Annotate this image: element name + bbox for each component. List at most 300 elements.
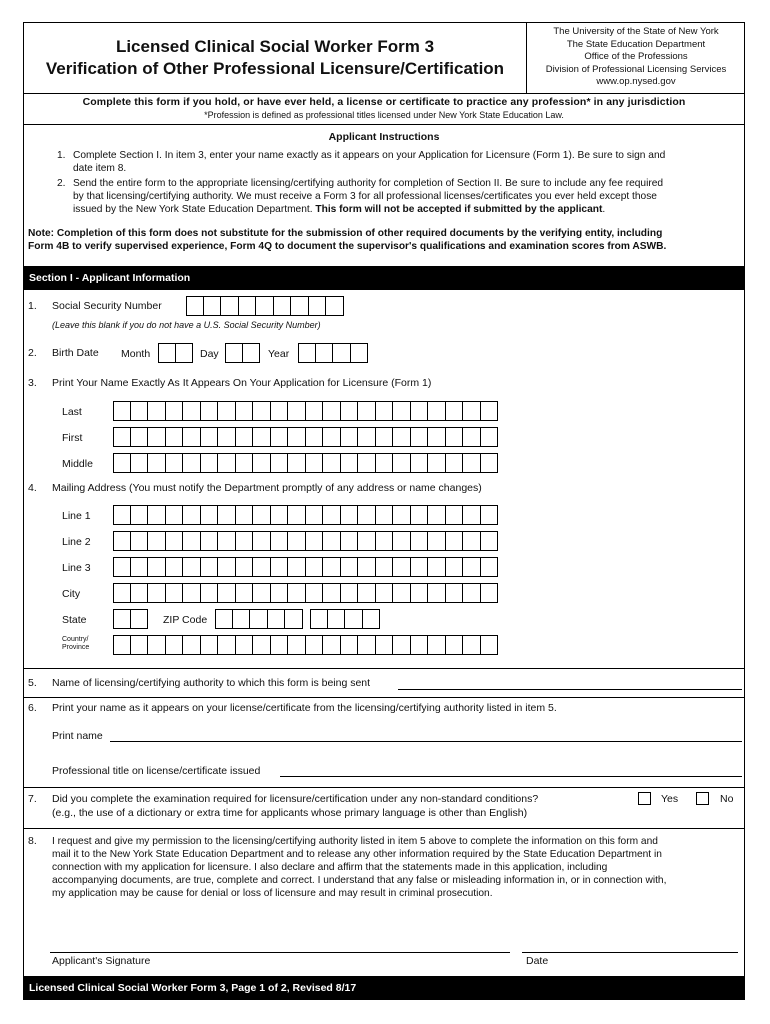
professional-title-label: Professional title on license/certificate issued bbox=[52, 765, 261, 777]
input-cell[interactable] bbox=[236, 401, 254, 421]
banner-main: Complete this form if you hold, or have ever held, a license or certificate to practice any profession* in any jurisdiction bbox=[82, 96, 686, 108]
input-cell[interactable] bbox=[288, 531, 306, 551]
input-cell[interactable] bbox=[463, 583, 481, 603]
input-cell[interactable] bbox=[113, 531, 131, 551]
input-cell[interactable] bbox=[323, 583, 341, 603]
input-cell[interactable] bbox=[183, 401, 201, 421]
input-cell[interactable] bbox=[225, 343, 243, 363]
input-cell[interactable] bbox=[358, 427, 376, 447]
q7-number: 7. bbox=[28, 793, 37, 805]
input-cell[interactable] bbox=[463, 453, 481, 473]
input-cell[interactable] bbox=[393, 453, 411, 473]
instruction-text: . bbox=[602, 204, 606, 215]
input-cell[interactable] bbox=[306, 583, 324, 603]
input-cell[interactable] bbox=[376, 427, 394, 447]
ssn-note: (Leave this blank if you do not have a U.S. Social Security Number) bbox=[52, 320, 321, 330]
input-cell[interactable] bbox=[131, 583, 149, 603]
input-cell[interactable] bbox=[411, 401, 429, 421]
input-cell[interactable] bbox=[236, 505, 254, 525]
input-cell[interactable] bbox=[341, 583, 359, 603]
date-input[interactable] bbox=[522, 952, 738, 953]
input-cell[interactable] bbox=[148, 583, 166, 603]
input-cell[interactable] bbox=[376, 531, 394, 551]
ssn-label: Social Security Number bbox=[52, 300, 162, 312]
input-cell[interactable] bbox=[148, 531, 166, 551]
input-cell[interactable] bbox=[271, 557, 289, 577]
agency-line: Division of Professional Licensing Services bbox=[545, 63, 727, 75]
input-cell[interactable] bbox=[358, 505, 376, 525]
input-cell[interactable] bbox=[183, 557, 201, 577]
input-cell[interactable] bbox=[393, 557, 411, 577]
input-cell[interactable] bbox=[271, 531, 289, 551]
input-cell[interactable] bbox=[358, 635, 376, 655]
input-cell[interactable] bbox=[411, 453, 429, 473]
input-cell[interactable] bbox=[166, 505, 184, 525]
input-cell[interactable] bbox=[310, 609, 328, 629]
input-cell[interactable] bbox=[341, 427, 359, 447]
input-cell[interactable] bbox=[411, 427, 429, 447]
input-cell[interactable] bbox=[183, 505, 201, 525]
input-cell[interactable] bbox=[393, 401, 411, 421]
input-cell[interactable] bbox=[376, 557, 394, 577]
birth-year-input[interactable] bbox=[298, 343, 368, 363]
no-checkbox[interactable] bbox=[696, 792, 709, 805]
input-cell[interactable] bbox=[271, 583, 289, 603]
address-line2-input[interactable] bbox=[113, 531, 498, 551]
print-name-label: Print name bbox=[52, 730, 103, 742]
last-name-label: Last bbox=[62, 406, 82, 418]
input-cell[interactable] bbox=[218, 427, 236, 447]
agency-block bbox=[527, 26, 745, 89]
input-cell[interactable] bbox=[446, 401, 464, 421]
input-cell[interactable] bbox=[481, 531, 499, 551]
input-cell[interactable] bbox=[271, 401, 289, 421]
input-cell[interactable] bbox=[201, 531, 219, 551]
input-cell[interactable] bbox=[274, 296, 292, 316]
city-label: City bbox=[62, 588, 81, 600]
banner-sub: *Profession is defined as professional titles licensed under New York State Education Law. bbox=[204, 110, 564, 120]
input-cell[interactable] bbox=[463, 401, 481, 421]
instructions-heading: Applicant Instructions bbox=[328, 131, 440, 143]
agency-website: www.op.nysed.gov bbox=[596, 76, 676, 87]
input-cell[interactable] bbox=[253, 401, 271, 421]
input-cell[interactable] bbox=[481, 505, 499, 525]
input-cell[interactable] bbox=[393, 635, 411, 655]
address-line1-input[interactable] bbox=[113, 505, 498, 525]
input-cell[interactable] bbox=[288, 427, 306, 447]
input-cell[interactable] bbox=[256, 296, 274, 316]
instruction-line bbox=[73, 203, 738, 216]
input-cell[interactable] bbox=[358, 583, 376, 603]
input-cell[interactable] bbox=[393, 583, 411, 603]
instruction-text: issued by the New York State Education Department. bbox=[73, 204, 316, 215]
input-cell[interactable] bbox=[243, 343, 261, 363]
input-cell[interactable] bbox=[288, 557, 306, 577]
line3-label: Line 3 bbox=[62, 562, 91, 574]
input-cell[interactable] bbox=[428, 583, 446, 603]
divider bbox=[23, 668, 745, 669]
input-cell[interactable] bbox=[201, 427, 219, 447]
input-cell[interactable] bbox=[113, 505, 131, 525]
country-label bbox=[62, 636, 89, 652]
input-cell[interactable] bbox=[271, 505, 289, 525]
page-footer: Licensed Clinical Social Worker Form 3, Page 1 of 2, Revised 8/17 bbox=[23, 976, 745, 1000]
input-cell[interactable] bbox=[341, 531, 359, 551]
authority-input[interactable] bbox=[398, 689, 742, 690]
instruction-num: 1. bbox=[57, 150, 66, 161]
input-cell[interactable] bbox=[393, 505, 411, 525]
input-cell[interactable] bbox=[393, 427, 411, 447]
input-cell[interactable] bbox=[148, 557, 166, 577]
input-cell[interactable] bbox=[131, 453, 149, 473]
address-line3-input[interactable] bbox=[113, 557, 498, 577]
form-title: Licensed Clinical Social Worker Form 3 bbox=[115, 37, 435, 56]
input-cell[interactable] bbox=[376, 505, 394, 525]
input-cell[interactable] bbox=[113, 635, 131, 655]
input-cell[interactable] bbox=[158, 343, 176, 363]
input-cell[interactable] bbox=[253, 531, 271, 551]
input-cell[interactable] bbox=[166, 557, 184, 577]
declaration-line: accompanying documents, are true, complete and correct. I understand that any false or misleading information in, or in connection with, bbox=[52, 875, 667, 886]
input-cell[interactable] bbox=[183, 453, 201, 473]
input-cell[interactable] bbox=[393, 531, 411, 551]
input-cell[interactable] bbox=[463, 557, 481, 577]
input-cell[interactable] bbox=[298, 343, 316, 363]
input-cell[interactable] bbox=[201, 505, 219, 525]
q3-number: 3. bbox=[28, 377, 37, 389]
input-cell[interactable] bbox=[166, 635, 184, 655]
input-cell[interactable] bbox=[183, 635, 201, 655]
no-label: No bbox=[720, 793, 734, 805]
input-cell[interactable] bbox=[148, 453, 166, 473]
input-cell[interactable] bbox=[323, 453, 341, 473]
input-cell[interactable] bbox=[131, 401, 149, 421]
input-cell[interactable] bbox=[306, 635, 324, 655]
input-cell[interactable] bbox=[316, 343, 334, 363]
exam-question: Did you complete the examination required for licensure/certification under any non-standard conditions? bbox=[52, 793, 539, 805]
input-cell[interactable] bbox=[288, 583, 306, 603]
input-cell[interactable] bbox=[411, 635, 429, 655]
input-cell[interactable] bbox=[463, 427, 481, 447]
signature-input[interactable] bbox=[50, 952, 510, 953]
input-cell[interactable] bbox=[218, 531, 236, 551]
input-cell[interactable] bbox=[481, 401, 499, 421]
input-cell[interactable] bbox=[358, 557, 376, 577]
input-cell[interactable] bbox=[131, 635, 149, 655]
input-cell[interactable] bbox=[306, 453, 324, 473]
input-cell[interactable] bbox=[376, 453, 394, 473]
agency-line: The State Education Department bbox=[566, 38, 706, 50]
input-cell[interactable] bbox=[166, 583, 184, 603]
input-cell[interactable] bbox=[288, 635, 306, 655]
instruction-line: Send the entire form to the appropriate licensing/certifying authority for completion of Section II. Be sure to include any fee required bbox=[73, 178, 664, 189]
input-cell[interactable] bbox=[166, 453, 184, 473]
input-cell[interactable] bbox=[481, 427, 499, 447]
input-cell[interactable] bbox=[218, 505, 236, 525]
input-cell[interactable] bbox=[323, 427, 341, 447]
zip-label: ZIP Code bbox=[163, 614, 208, 626]
input-cell[interactable] bbox=[481, 453, 499, 473]
country-input[interactable] bbox=[113, 635, 498, 655]
q1-number: 1. bbox=[28, 300, 37, 312]
input-cell[interactable] bbox=[271, 427, 289, 447]
authority-label: Name of licensing/certifying authority to which this form is being sent bbox=[52, 677, 371, 689]
address-label: Mailing Address (You must notify the Department promptly of any address or name changes) bbox=[52, 482, 482, 494]
input-cell[interactable] bbox=[285, 609, 303, 629]
input-cell[interactable] bbox=[428, 401, 446, 421]
input-cell[interactable] bbox=[428, 453, 446, 473]
first-name-label: First bbox=[62, 432, 83, 444]
input-cell[interactable] bbox=[345, 609, 363, 629]
input-cell[interactable] bbox=[428, 427, 446, 447]
input-cell[interactable] bbox=[446, 505, 464, 525]
name-label: Print Your Name Exactly As It Appears On Your Application for Licensure (Form 1) bbox=[52, 377, 432, 389]
state-input[interactable] bbox=[113, 609, 148, 629]
input-cell[interactable] bbox=[463, 635, 481, 655]
input-cell[interactable] bbox=[428, 557, 446, 577]
yes-label: Yes bbox=[661, 793, 679, 805]
input-cell[interactable] bbox=[271, 453, 289, 473]
input-cell[interactable] bbox=[236, 557, 254, 577]
input-cell[interactable] bbox=[363, 609, 381, 629]
input-cell[interactable] bbox=[376, 583, 394, 603]
input-cell[interactable] bbox=[326, 296, 344, 316]
input-cell[interactable] bbox=[201, 401, 219, 421]
input-cell[interactable] bbox=[481, 583, 499, 603]
license-name-label: Print your name as it appears on your license/certificate from the licensing/certifying authority listed in item 5. bbox=[52, 702, 557, 714]
input-cell[interactable] bbox=[113, 427, 131, 447]
divider bbox=[23, 124, 745, 125]
input-cell[interactable] bbox=[218, 453, 236, 473]
input-cell[interactable] bbox=[148, 635, 166, 655]
line2-label: Line 2 bbox=[62, 536, 91, 548]
input-cell[interactable] bbox=[253, 427, 271, 447]
input-cell[interactable] bbox=[236, 531, 254, 551]
country-label-line: Province bbox=[62, 644, 90, 651]
input-cell[interactable] bbox=[148, 505, 166, 525]
state-label: State bbox=[62, 614, 87, 626]
instruction-line: date item 8. bbox=[73, 163, 127, 174]
declaration-line: mail it to the New York State Education Department and to release any other information required by the State Education Department in bbox=[52, 849, 662, 860]
input-cell[interactable] bbox=[236, 635, 254, 655]
last-name-input[interactable] bbox=[113, 401, 498, 421]
birth-month-input[interactable] bbox=[158, 343, 193, 363]
input-cell[interactable] bbox=[113, 609, 131, 629]
input-cell[interactable] bbox=[323, 635, 341, 655]
declaration-line: my application may be cause for denial or loss of licensure and may result in criminal prosecution. bbox=[52, 888, 493, 899]
input-cell[interactable] bbox=[376, 401, 394, 421]
input-cell[interactable] bbox=[481, 557, 499, 577]
input-cell[interactable] bbox=[411, 531, 429, 551]
input-cell[interactable] bbox=[288, 505, 306, 525]
exam-question-example: (e.g., the use of a dictionary or extra time for applicants whose primary language is other than English) bbox=[52, 807, 528, 819]
input-cell[interactable] bbox=[333, 343, 351, 363]
instruction-item-2 bbox=[73, 177, 738, 216]
print-name-input[interactable] bbox=[110, 741, 742, 742]
instruction-line: Complete Section I. In item 3, enter your name exactly as it appears on your Application for Licensure (Form 1). Be sure to sign and bbox=[73, 150, 666, 161]
input-cell[interactable] bbox=[148, 427, 166, 447]
input-cell[interactable] bbox=[428, 635, 446, 655]
section-1-header: Section I - Applicant Information bbox=[23, 266, 745, 290]
input-cell[interactable] bbox=[176, 343, 194, 363]
input-cell[interactable] bbox=[341, 505, 359, 525]
input-cell[interactable] bbox=[131, 557, 149, 577]
input-cell[interactable] bbox=[166, 427, 184, 447]
input-cell[interactable] bbox=[309, 296, 327, 316]
input-cell[interactable] bbox=[183, 427, 201, 447]
input-cell[interactable] bbox=[166, 531, 184, 551]
signature-label: Applicant's Signature bbox=[52, 955, 151, 967]
input-cell[interactable] bbox=[113, 557, 131, 577]
city-input[interactable] bbox=[113, 583, 498, 603]
zip-extension-input[interactable] bbox=[310, 609, 380, 629]
divider bbox=[23, 697, 745, 698]
input-cell[interactable] bbox=[428, 505, 446, 525]
input-cell[interactable] bbox=[323, 531, 341, 551]
input-cell[interactable] bbox=[341, 557, 359, 577]
month-label: Month bbox=[121, 348, 151, 360]
input-cell[interactable] bbox=[306, 427, 324, 447]
agency-line: Office of the Professions bbox=[584, 51, 688, 62]
middle-name-input[interactable] bbox=[113, 453, 498, 473]
input-cell[interactable] bbox=[131, 427, 149, 447]
input-cell[interactable] bbox=[250, 609, 268, 629]
q8-number: 8. bbox=[28, 835, 37, 847]
input-cell[interactable] bbox=[201, 583, 219, 603]
birth-day-input[interactable] bbox=[225, 343, 260, 363]
ssn-input[interactable] bbox=[186, 296, 344, 316]
input-cell[interactable] bbox=[341, 453, 359, 473]
input-cell[interactable] bbox=[221, 296, 239, 316]
zip-input[interactable] bbox=[215, 609, 303, 629]
first-name-input[interactable] bbox=[113, 427, 498, 447]
input-cell[interactable] bbox=[186, 296, 204, 316]
input-cell[interactable] bbox=[253, 583, 271, 603]
input-cell[interactable] bbox=[306, 505, 324, 525]
instruction-num: 2. bbox=[57, 178, 66, 189]
instruction-line: by that licensing/certifying authority. We must receive a Form 3 for all professional licenses/certificates you ever held except those bbox=[73, 191, 657, 202]
input-cell[interactable] bbox=[291, 296, 309, 316]
input-cell[interactable] bbox=[253, 557, 271, 577]
input-cell[interactable] bbox=[253, 505, 271, 525]
input-cell[interactable] bbox=[446, 635, 464, 655]
input-cell[interactable] bbox=[201, 557, 219, 577]
input-cell[interactable] bbox=[411, 557, 429, 577]
yes-checkbox[interactable] bbox=[638, 792, 651, 805]
input-cell[interactable] bbox=[411, 583, 429, 603]
input-cell[interactable] bbox=[113, 401, 131, 421]
input-cell[interactable] bbox=[218, 583, 236, 603]
year-label: Year bbox=[268, 348, 290, 360]
day-label: Day bbox=[200, 348, 219, 360]
q5-number: 5. bbox=[28, 677, 37, 689]
input-cell[interactable] bbox=[463, 531, 481, 551]
input-cell[interactable] bbox=[358, 401, 376, 421]
input-cell[interactable] bbox=[306, 531, 324, 551]
input-cell[interactable] bbox=[328, 609, 346, 629]
input-cell[interactable] bbox=[306, 401, 324, 421]
q4-number: 4. bbox=[28, 482, 37, 494]
birth-date-label: Birth Date bbox=[52, 347, 99, 359]
input-cell[interactable] bbox=[166, 401, 184, 421]
input-cell[interactable] bbox=[271, 635, 289, 655]
input-cell[interactable] bbox=[358, 531, 376, 551]
declaration bbox=[52, 835, 742, 900]
input-cell[interactable] bbox=[218, 635, 236, 655]
declaration-line: I request and give my permission to the licensing/certifying authority listed in item 5 above to complete the information on this form and bbox=[52, 836, 658, 847]
instruction-warning: This form will not be accepted if submitted by the applicant bbox=[315, 204, 603, 215]
input-cell[interactable] bbox=[351, 343, 369, 363]
input-cell[interactable] bbox=[481, 635, 499, 655]
input-cell[interactable] bbox=[236, 427, 254, 447]
input-cell[interactable] bbox=[201, 453, 219, 473]
input-cell[interactable] bbox=[148, 401, 166, 421]
input-cell[interactable] bbox=[446, 583, 464, 603]
input-cell[interactable] bbox=[113, 583, 131, 603]
input-cell[interactable] bbox=[288, 453, 306, 473]
input-cell[interactable] bbox=[236, 583, 254, 603]
input-cell[interactable] bbox=[376, 635, 394, 655]
input-cell[interactable] bbox=[215, 609, 233, 629]
note-line: Note: Completion of this form does not substitute for the submission of other required documents by the verifying entity, including bbox=[28, 228, 663, 239]
note bbox=[28, 227, 744, 253]
input-cell[interactable] bbox=[446, 453, 464, 473]
instruction-item-1 bbox=[73, 149, 738, 175]
input-cell[interactable] bbox=[323, 505, 341, 525]
professional-title-input[interactable] bbox=[280, 776, 742, 777]
input-cell[interactable] bbox=[288, 401, 306, 421]
input-cell[interactable] bbox=[446, 427, 464, 447]
divider bbox=[23, 828, 745, 829]
q6-number: 6. bbox=[28, 702, 37, 714]
input-cell[interactable] bbox=[323, 557, 341, 577]
input-cell[interactable] bbox=[183, 531, 201, 551]
input-cell[interactable] bbox=[446, 531, 464, 551]
input-cell[interactable] bbox=[306, 557, 324, 577]
input-cell[interactable] bbox=[131, 505, 149, 525]
input-cell[interactable] bbox=[113, 453, 131, 473]
input-cell[interactable] bbox=[341, 401, 359, 421]
divider bbox=[23, 787, 745, 788]
input-cell[interactable] bbox=[253, 453, 271, 473]
input-cell[interactable] bbox=[268, 609, 286, 629]
input-cell[interactable] bbox=[131, 609, 149, 629]
input-cell[interactable] bbox=[411, 505, 429, 525]
country-label-line: Country/ bbox=[62, 636, 89, 643]
input-cell[interactable] bbox=[358, 453, 376, 473]
input-cell[interactable] bbox=[341, 635, 359, 655]
divider bbox=[23, 93, 745, 94]
input-cell[interactable] bbox=[131, 531, 149, 551]
agency-line: The University of the State of New York bbox=[553, 26, 719, 37]
input-cell[interactable] bbox=[233, 609, 251, 629]
input-cell[interactable] bbox=[463, 505, 481, 525]
input-cell[interactable] bbox=[236, 453, 254, 473]
input-cell[interactable] bbox=[253, 635, 271, 655]
input-cell[interactable] bbox=[428, 531, 446, 551]
input-cell[interactable] bbox=[201, 635, 219, 655]
input-cell[interactable] bbox=[446, 557, 464, 577]
input-cell[interactable] bbox=[218, 557, 236, 577]
form-subtitle: Verification of Other Professional Licensure/Certification bbox=[45, 59, 505, 78]
input-cell[interactable] bbox=[239, 296, 257, 316]
input-cell[interactable] bbox=[183, 583, 201, 603]
input-cell[interactable] bbox=[218, 401, 236, 421]
input-cell[interactable] bbox=[204, 296, 222, 316]
declaration-line: connection with my application for licensure. I also declare and affirm that the statements made in this application, including bbox=[52, 862, 608, 873]
q2-number: 2. bbox=[28, 347, 37, 359]
input-cell[interactable] bbox=[323, 401, 341, 421]
